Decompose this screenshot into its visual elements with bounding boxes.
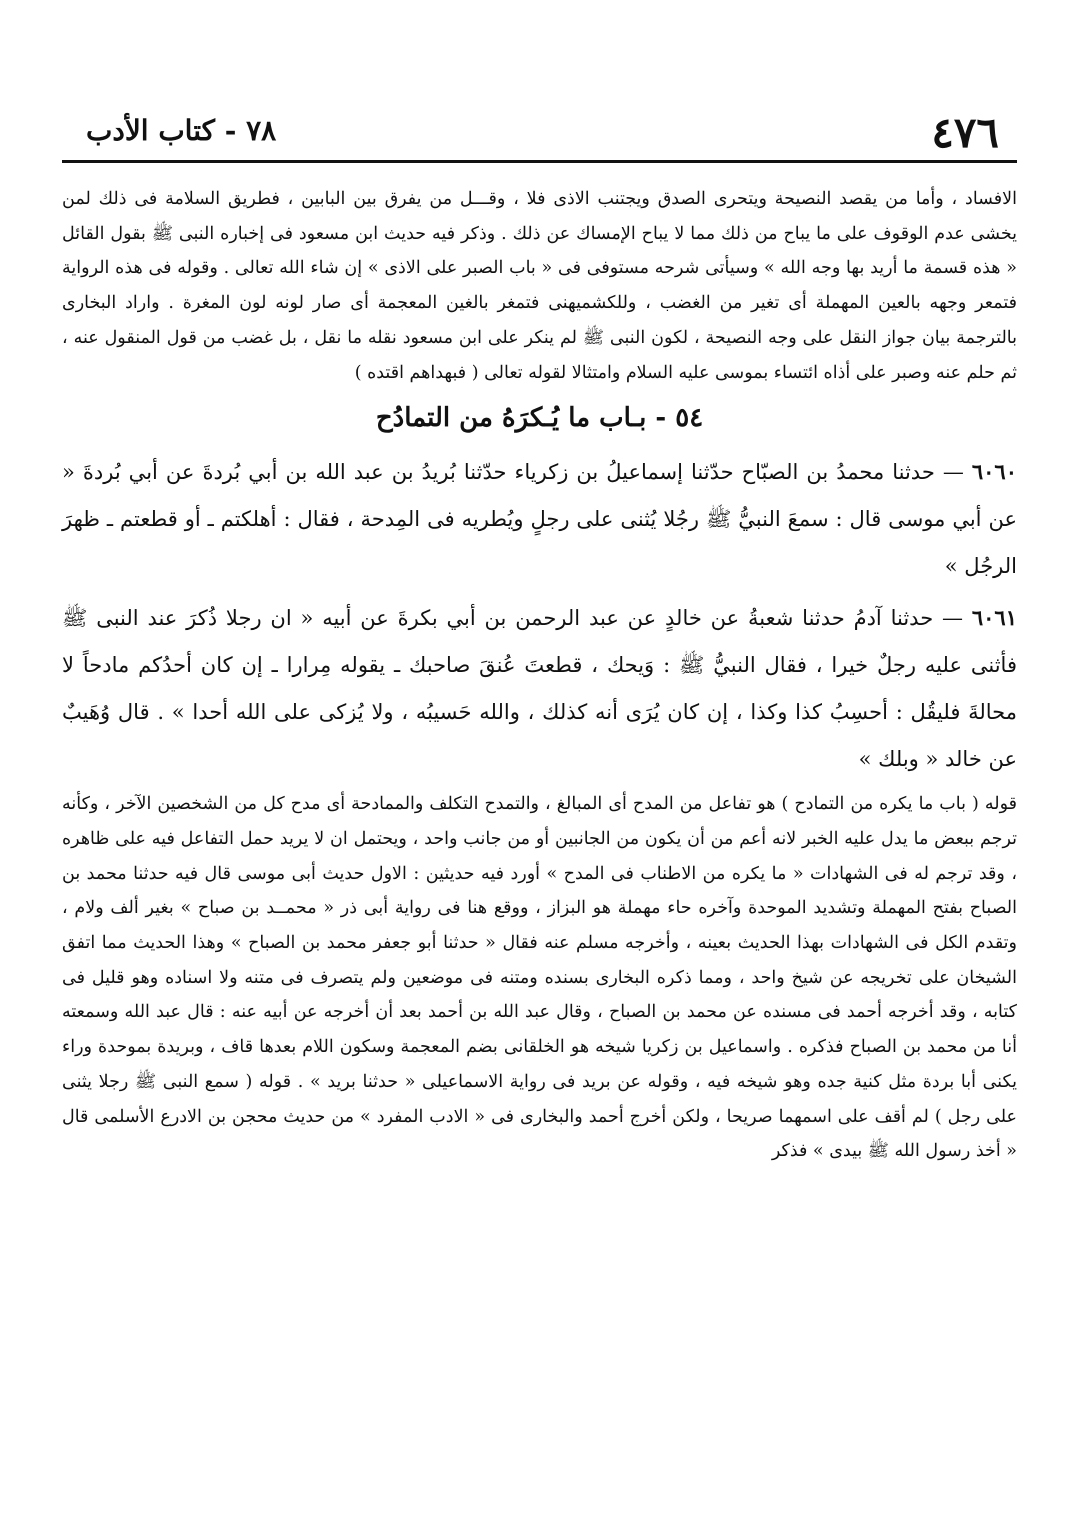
hadith-text: حدثنا محمدُ بن الصبّاح حدّثنا إسماعيلُ بن زكرياء حدّثنا بُريدُ بن عبد الله بن أبي بُردةَ عن أبي بُردةَ « عن أبي موسى قال : سمعَ النبيُّ ﷺ رجُلا يُثنى على رجلٍ ويُطريه فى المِدحة ، فقال : أهلكتم ـ أو قطعتم ـ ظهرَ الرجُل » [62,460,1017,579]
book-page [62,100,1017,1169]
header-rule [62,160,1017,163]
page-number: ٤٧٦ [931,108,999,157]
hadith-number: ٦٠٦١ [971,605,1017,631]
commentary-paragraph-bottom: قوله ( باب ما يكره من التمادح ) هو تفاعل من المدح أى المبالغ ، والتمدح التكلف والممادحة أى مدح كل من الشخصين الآخر ، وكأنه ترجم ببعض ما يدل عليه الخبر لانه أعم من أن يكون من الجانبين أو من جانب واحد ، ويحتمل ان لا يريد حمل التفاعل فيه على ظاهره ، وقد ترجم له فى الشهادات « ما يكره من الاطناب فى المدح » أورد فيه حديثين : الاول حديث أبى موسى قال فيه حدثنا محمد بن الصباح بفتح المهملة وتشديد الموحدة وآخره حاء مهملة هو البزاز ، ووقع هنا فى رواية أبى ذر « محمــد بن صباح » بغير ألف ولام ، وتقدم الكل فى الشهادات بهذا الحديث بعينه ، وأخرجه مسلم عنه فقال « حدثنا أبو جعفر محمد بن الصباح » وهذا الحديث مما اتفق الشيخان على تخريجه عن شيخ واحد ، ومما ذكره البخارى بسنده ومتنه فى موضعين ولم يتصرف فى متنه ولا اسناده وهو قليل فى كتابه ، وقد أخرجه أحمد فى مسنده عن محمد بن الصباح ، وقال عبد الله بن أحمد بعد أن أخرجه عن أبيه عنه : قال عبد الله وسمعته أنا من محمد بن الصباح فذكره . واسماعيل بن زكريا شيخه هو الخلقانى بضم المعجمة وسكون اللام بعدها قاف ، وبريدة بموحدة وراء يكنى أبا بردة مثل كنية جده وهو شيخه فيه ، وقوله عن بريد فى رواية الاسماعيلى « حدثنا بريد » . قوله ( سمع النبى ﷺ رجلا يثنى على رجل ) لم أقف على اسمهما صريحا ، ولكن أخرج أحمد والبخارى فى « الادب المفرد » من حديث محجن بن الادرع الأسلمى قال « أخذ رسول الله ﷺ بيدى » فذكر [62,794,1017,1162]
running-title: ٧٨ - كتاب الأدب [86,114,277,147]
page-header [62,100,1017,162]
commentary-paragraph-top: الافساد ، وأما من يقصد النصيحة ويتحرى الصدق ويجتنب الاذى فلا ، وقـــل من يفرق بين البابين ، فطريق السلامة فى ذلك لمن يخشى عدم الوقوف على ما يباح من ذلك مما لا يباح الإمساك عن ذلك . وذكر فيه حديث ابن مسعود فى إخباره النبى ﷺ بقول القائل « هذه قسمة ما أريد بها وجه الله » وسيأتى شرحه مستوفى فى « باب الصبر على الاذى » إن شاء الله تعالى . وقوله فى هذه الرواية فتمعر وجهه بالعين المهملة أى تغير من الغضب ، وللكشميهنى فتمغر بالغين المعجمة أى صار لونه لون المغرة . واراد البخارى بالترجمة بيان جواز النقل على وجه النصيحة ، لكون النبى ﷺ لم ينكر على ابن مسعود نقله ما نقل ، بل غضب من قول المنقول عنه ، ثم حلم عنه وصبر على أذاه ائتساء بموسى عليه السلام وامتثالا لقوله تعالى ( فبهداهم اقتده ) [62,189,1017,383]
hadith-6061: ٦٠٦١ — حدثنا آدمُ حدثنا شعبةُ عن خالدٍ عن عبد الرحمن بن أبي بكرةَ عن أبيه « ان رجلا ذُكرَ عند النبى ﷺ فأثنى عليه رجلٌ خيرا ، فقال النبيُّ ﷺ : وَيحك ، قطعتَ عُنقَ صاحبك ـ يقوله مِرارا ـ إن كان أحدُكم مادحاً لا محالةَ فليقُل : أحسِبُ كذا وكذا ، إن كان يُرَى أنه كذلك ، والله حَسيبُه ، ولا يُزكى على الله أحدا » . قال وُهَيبٌ عن خالد « وبلك » [62,605,1017,772]
hadith-text: حدثنا آدمُ حدثنا شعبةُ عن خالدٍ عن عبد الرحمن بن أبي بكرةَ عن أبيه « ان رجلا ذُكرَ عند النبى ﷺ فأثنى عليه رجلٌ خيرا ، فقال النبيُّ ﷺ : وَيحك ، قطعتَ عُنقَ صاحبك ـ يقوله مِرارا ـ إن كان أحدُكم مادحاً لا محالةَ فليقُل : أحسِبُ كذا وكذا ، إن كان يُرَى أنه كذلك ، والله حَسيبُه ، ولا يُزكى على الله أحدا » . قال وُهَيبٌ عن خالد « وبلك » [62,606,1017,772]
hadith-6060: ٦٠٦٠ — حدثنا محمدُ بن الصبّاح حدّثنا إسماعيلُ بن زكرياء حدّثنا بُريدُ بن عبد الله بن أبي بُردةَ عن أبي بُردةَ « عن أبي موسى قال : سمعَ النبيُّ ﷺ رجُلا يُثنى على رجلٍ ويُطريه فى المِدحة ، فقال : أهلكتم ـ أو قطعتم ـ ظهرَ الرجُل » [62,459,1017,579]
hadith-number: ٦٠٦٠ [971,459,1017,485]
chapter-heading: ٥٤ - بـاب ما يُـكرَهُ من التمادُح [375,403,704,434]
